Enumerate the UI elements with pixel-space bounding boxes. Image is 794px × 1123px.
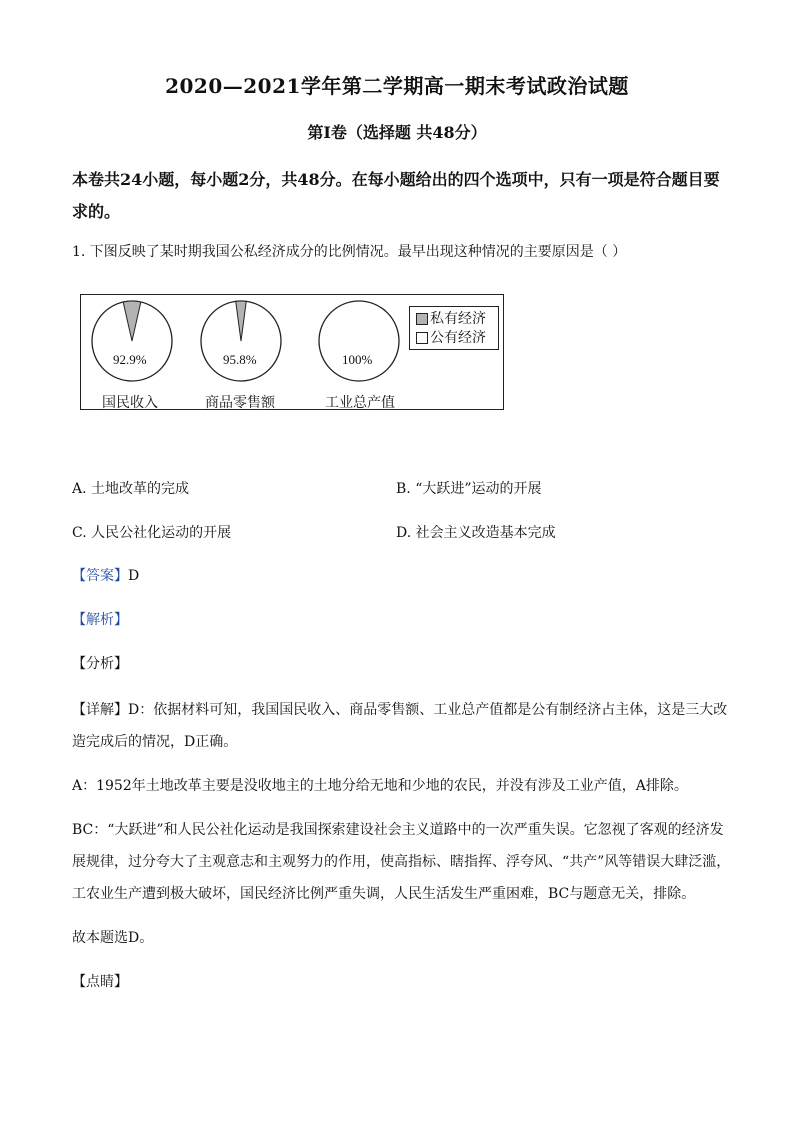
pie-name-retail-sales: 商品零售额 bbox=[205, 395, 275, 411]
legend-item-private bbox=[416, 310, 486, 328]
option-bc-explanation: BC：“大跃进”和人民公社化运动是我国探索建设社会主义道路中的一次严重失误。它忽视了客观的经济发展规律，过分夸大了主观意志和主观努力的作用，使高指标、瞎指挥、浮夸风、“共产”风等错误大肆泛滥，工农业生产遭到极大破坏，国民经济比例严重失调，人民生活发生严重困难，BC与题意无关，排除。 bbox=[72, 822, 731, 902]
pie-pct-national-income: 92.9% bbox=[113, 352, 147, 367]
option-a: A. 土地改革的完成 bbox=[72, 481, 190, 497]
legend-item-public bbox=[416, 329, 486, 347]
option-b: B. “大跃进”运动的开展 bbox=[396, 481, 542, 497]
analysis-tag: 【解析】 bbox=[72, 612, 128, 628]
question-stem: 1. 下图反映了某时期我国公私经济成分的比例情况。最早出现这种情况的主要原因是（ ） bbox=[72, 244, 627, 260]
detail-paragraph bbox=[72, 694, 732, 758]
section-instructions: 本卷共24小题，每小题2分，共48分。在每小题给出的四个选项中，只有一项是符合题目要求的。 bbox=[72, 170, 720, 221]
option-d: D. 社会主义改造基本完成 bbox=[396, 525, 556, 541]
conclusion: 故本题选D。 bbox=[72, 930, 154, 946]
detail-text: D：依据材料可知，我国国民收入、商品零售额、工业总产值都是公有制经济占主体，这是三大改造完成后的情况，D正确。 bbox=[72, 702, 728, 750]
pie-pct-industrial-output: 100% bbox=[342, 352, 373, 367]
answer-value: D bbox=[128, 568, 140, 584]
section-subtitle: 第Ⅰ卷（选择题 共48分） bbox=[307, 123, 487, 142]
option-a-explanation: A：1952年土地改革主要是没收地主的土地分给无地和少地的农民，并没有涉及工业产值，A排除。 bbox=[72, 778, 688, 794]
legend-swatch-public bbox=[416, 332, 428, 344]
pie-name-industrial-output: 工业总产值 bbox=[325, 395, 395, 411]
option-c: C. 人民公社化运动的开展 bbox=[72, 525, 232, 541]
answer-line bbox=[72, 560, 732, 592]
pie-pct-retail-sales: 95.8% bbox=[223, 352, 257, 367]
pie-public-slice-2 bbox=[319, 301, 399, 381]
pie-name-national-income: 国民收入 bbox=[102, 395, 158, 411]
legend-swatch-private bbox=[416, 313, 428, 325]
legend-label-private: 私有经济 bbox=[430, 311, 486, 327]
legend-label-public: 公有经济 bbox=[430, 330, 486, 346]
detail-tag: 【详解】 bbox=[72, 702, 128, 718]
chart-legend bbox=[409, 306, 499, 350]
answer-tag: 【答案】 bbox=[72, 568, 128, 584]
dianjing-tag: 【点睛】 bbox=[72, 974, 128, 990]
fenxi-tag: 【分析】 bbox=[72, 656, 128, 672]
exam-title: 2020—2021学年第二学期高一期末考试政治试题 bbox=[165, 74, 629, 98]
